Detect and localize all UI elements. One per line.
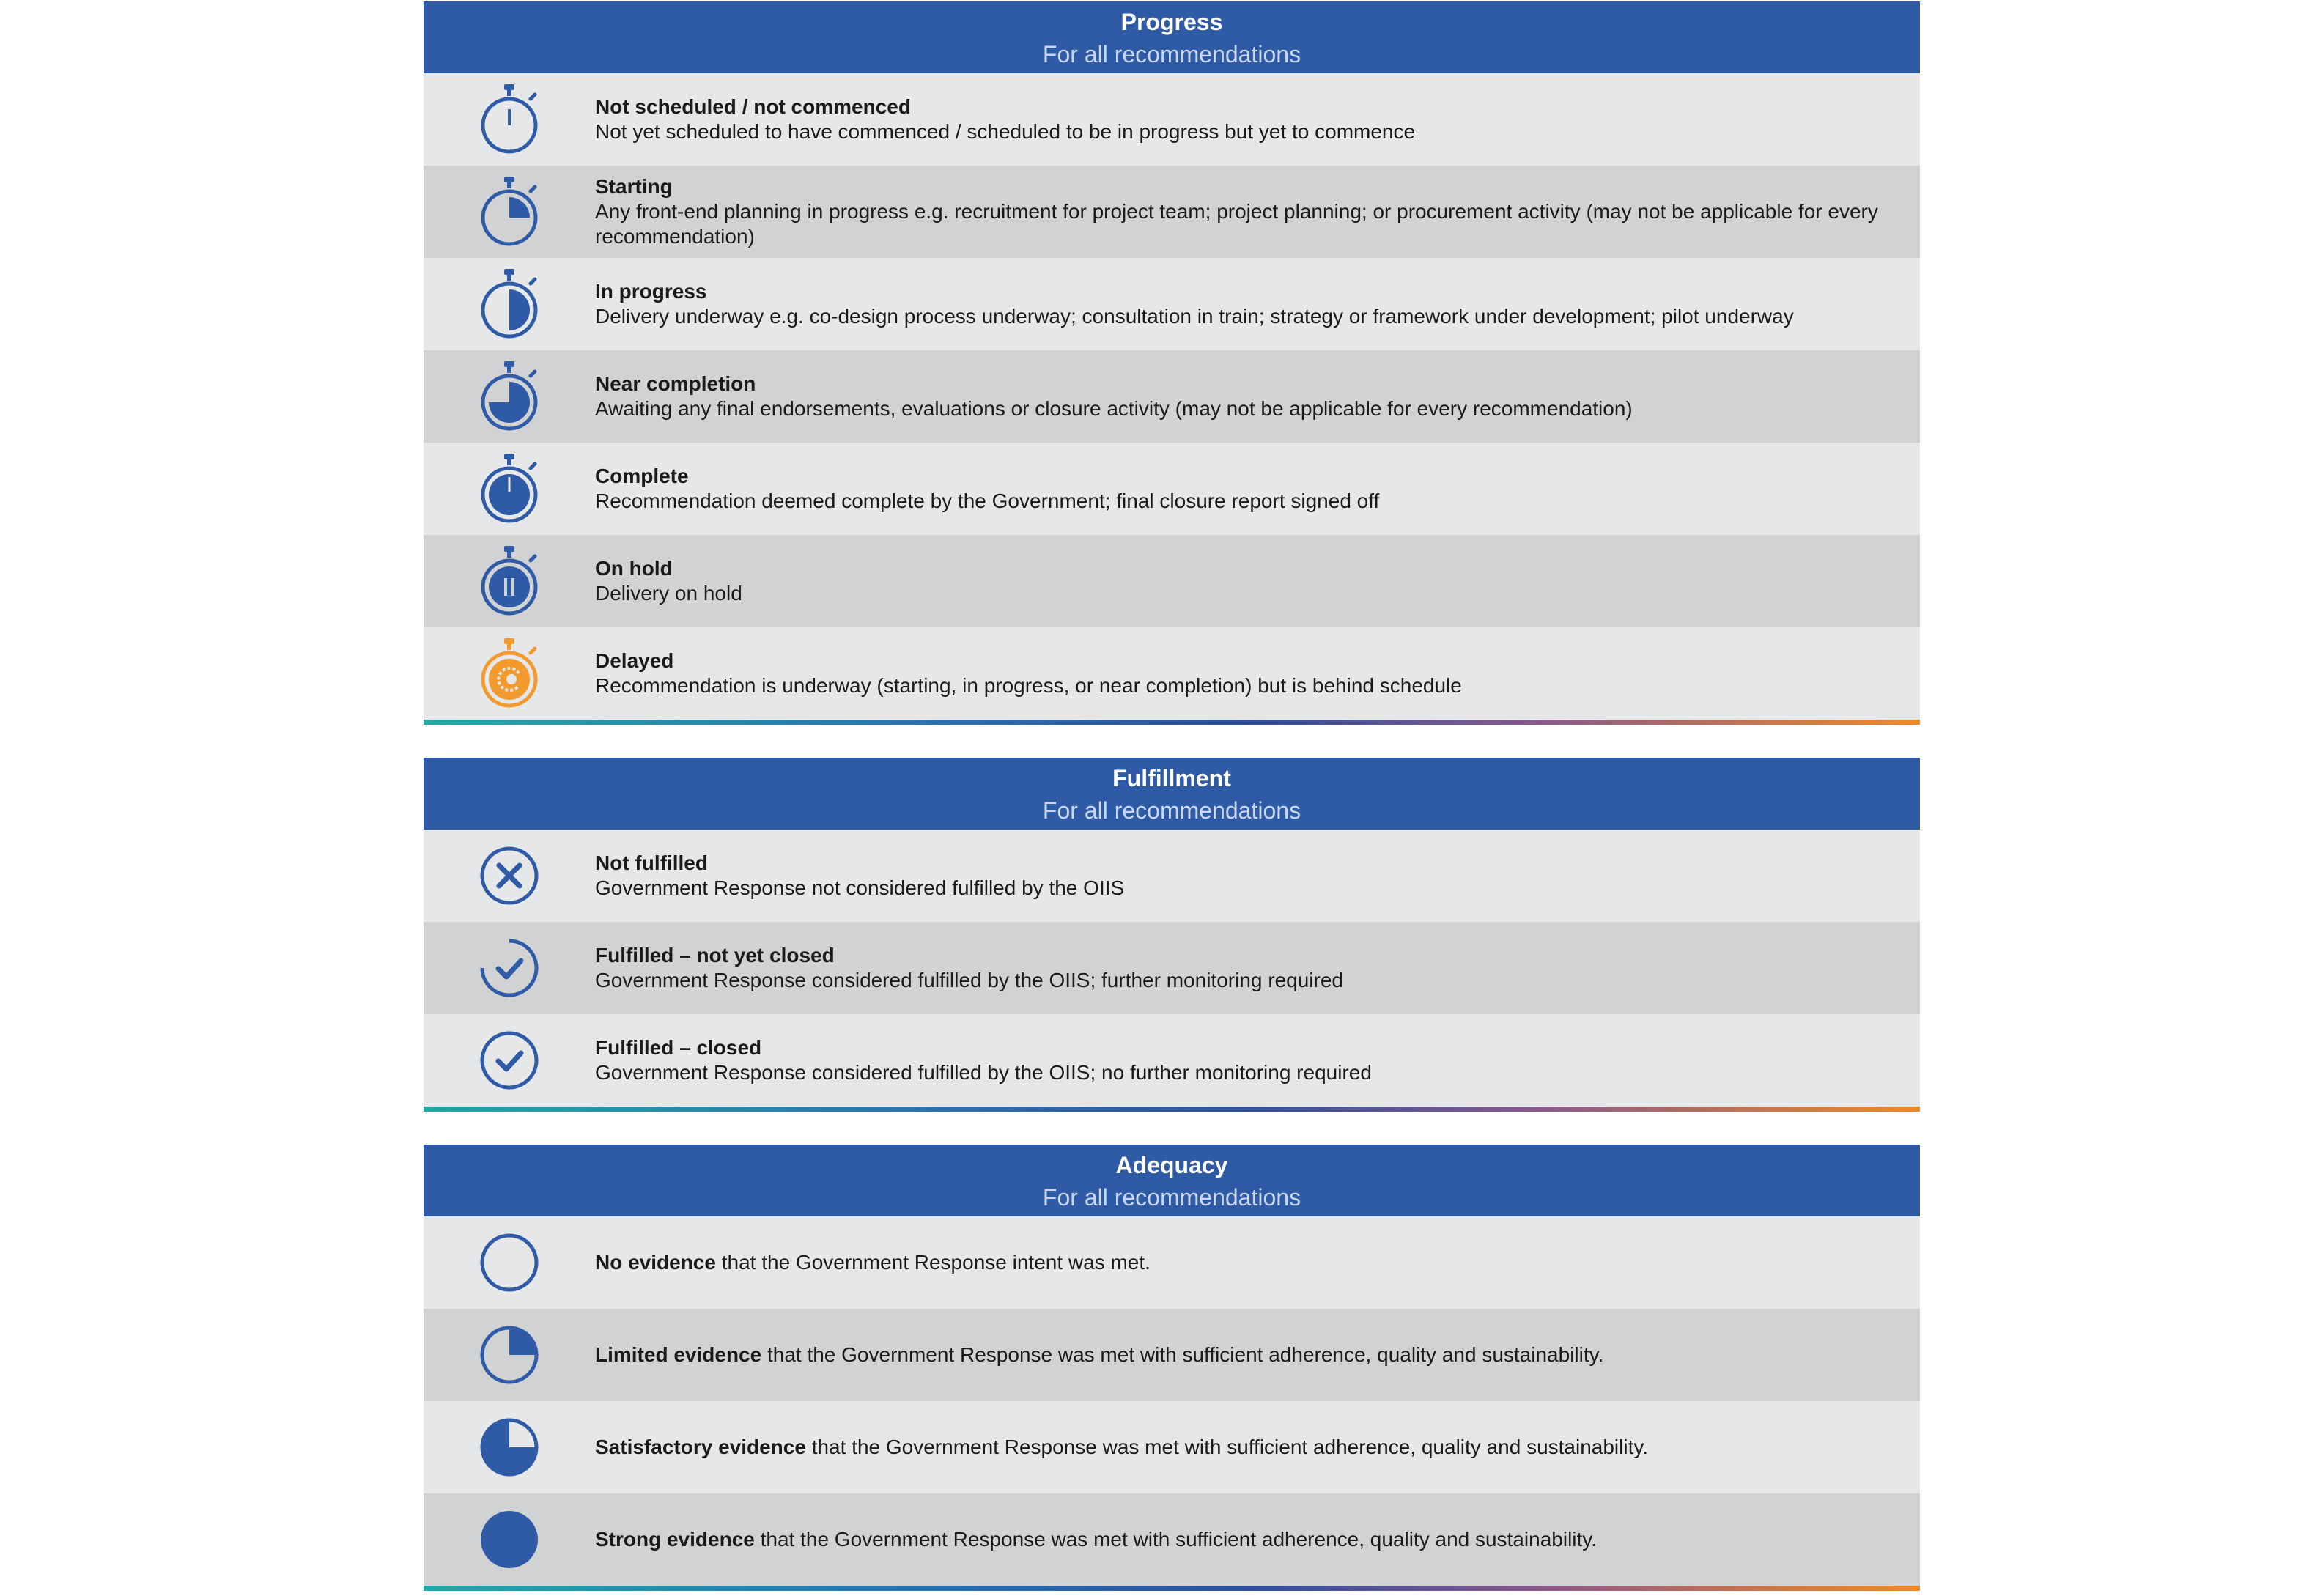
progress-item-desc: Delivery underway e.g. co-design process underway; consultation in train; strategy or framework under development; pilot underway bbox=[595, 305, 1794, 328]
adequacy-item-rest: that the Government Response was met with sufficient adherence, quality and sustainability. bbox=[754, 1528, 1597, 1551]
progress-item-title: In progress bbox=[595, 280, 707, 303]
fulfillment-item-desc: Government Response considered fulfilled by the OIIS; further monitoring required bbox=[595, 969, 1343, 991]
adequacy-panel bbox=[424, 1145, 1920, 1591]
fulfillment-panel bbox=[424, 758, 1920, 1112]
progress-item-desc: Awaiting any final endorsements, evaluations or closure activity (may not be applicable for every recommendation) bbox=[595, 397, 1633, 420]
empty-circle-icon bbox=[479, 1232, 540, 1293]
fulfillment-item-desc: Government Response not considered fulfilled by the OIIS bbox=[595, 876, 1125, 899]
stopwatch-empty-icon bbox=[476, 83, 542, 156]
adequacy-row-no-evidence bbox=[424, 1216, 1920, 1309]
stopwatch-quarter-icon bbox=[476, 175, 542, 248]
adequacy-title: Adequacy bbox=[1115, 1152, 1228, 1178]
gradient-divider bbox=[424, 1586, 1920, 1591]
progress-subtitle: For all recommendations bbox=[1042, 41, 1301, 67]
fulfillment-row-closed bbox=[424, 1014, 1920, 1107]
progress-row-delayed bbox=[424, 627, 1920, 720]
fulfillment-row-not-fulfilled bbox=[424, 830, 1920, 922]
fulfillment-subtitle: For all recommendations bbox=[1042, 797, 1301, 824]
stopwatch-half-icon bbox=[476, 267, 542, 341]
fulfillment-title: Fulfillment bbox=[1112, 765, 1231, 791]
gradient-divider bbox=[424, 1107, 1920, 1112]
progress-item-title: Delayed bbox=[595, 649, 674, 672]
check-open-circle-icon bbox=[479, 937, 540, 999]
progress-item-title: On hold bbox=[595, 557, 673, 580]
adequacy-row-strong bbox=[424, 1493, 1920, 1586]
progress-row-in-progress bbox=[424, 258, 1920, 350]
progress-item-desc: Recommendation deemed complete by the Government; final closure report signed off bbox=[595, 489, 1380, 512]
progress-item-title: Starting bbox=[595, 175, 673, 198]
fulfillment-item-title: Fulfilled – not yet closed bbox=[595, 944, 835, 967]
stopwatch-delayed-icon bbox=[476, 637, 542, 710]
adequacy-item-rest: that the Government Response intent was met. bbox=[715, 1251, 1150, 1274]
fulfillment-item-desc: Government Response considered fulfilled by the OIIS; no further monitoring required bbox=[595, 1061, 1372, 1084]
adequacy-item-rest: that the Government Response was met with sufficient adherence, quality and sustainability. bbox=[761, 1343, 1604, 1366]
adequacy-row-satisfactory bbox=[424, 1401, 1920, 1493]
progress-item-desc: Not yet scheduled to have commenced / scheduled to be in progress but yet to commence bbox=[595, 120, 1416, 143]
progress-item-title: Not scheduled / not commenced bbox=[595, 95, 911, 118]
progress-item-title: Near completion bbox=[595, 372, 756, 395]
stopwatch-three-quarter-icon bbox=[476, 360, 542, 433]
progress-row-not-scheduled bbox=[424, 73, 1920, 166]
progress-row-on-hold bbox=[424, 535, 1920, 627]
progress-row-starting bbox=[424, 166, 1920, 258]
stopwatch-full-icon bbox=[476, 452, 542, 525]
x-circle-icon bbox=[479, 845, 540, 906]
adequacy-header bbox=[424, 1145, 1920, 1216]
adequacy-row-limited bbox=[424, 1309, 1920, 1401]
full-circle-icon bbox=[479, 1509, 540, 1570]
adequacy-item-strong: Satisfactory evidence bbox=[595, 1436, 806, 1458]
fulfillment-row-not-yet-closed bbox=[424, 922, 1920, 1014]
adequacy-item-strong: No evidence bbox=[595, 1251, 716, 1274]
progress-item-desc: Any front-end planning in progress e.g. recruitment for project team; project planning; or procurement activity (may not be applicable for every recommendation) bbox=[595, 200, 1878, 248]
fulfillment-item-title: Not fulfilled bbox=[595, 851, 708, 874]
three-quarter-circle-icon bbox=[479, 1416, 540, 1478]
fulfillment-item-title: Fulfilled – closed bbox=[595, 1036, 762, 1059]
stopwatch-pause-icon bbox=[476, 544, 542, 618]
progress-header bbox=[424, 1, 1920, 73]
adequacy-item-rest: that the Government Response was met with sufficient adherence, quality and sustainability. bbox=[805, 1436, 1649, 1458]
check-circle-icon bbox=[479, 1030, 540, 1091]
progress-row-complete bbox=[424, 443, 1920, 535]
progress-panel bbox=[424, 1, 1920, 725]
adequacy-item-strong: Limited evidence bbox=[595, 1343, 762, 1366]
progress-title: Progress bbox=[1120, 9, 1223, 35]
gradient-divider bbox=[424, 720, 1920, 725]
quarter-circle-icon bbox=[479, 1324, 540, 1386]
fulfillment-header bbox=[424, 758, 1920, 830]
adequacy-item-strong: Strong evidence bbox=[595, 1528, 755, 1551]
adequacy-subtitle: For all recommendations bbox=[1042, 1184, 1301, 1211]
progress-row-near-completion bbox=[424, 350, 1920, 443]
progress-item-title: Complete bbox=[595, 465, 689, 487]
progress-item-desc: Delivery on hold bbox=[595, 582, 742, 605]
progress-item-desc: Recommendation is underway (starting, in progress, or near completion) but is behind schedule bbox=[595, 674, 1462, 697]
